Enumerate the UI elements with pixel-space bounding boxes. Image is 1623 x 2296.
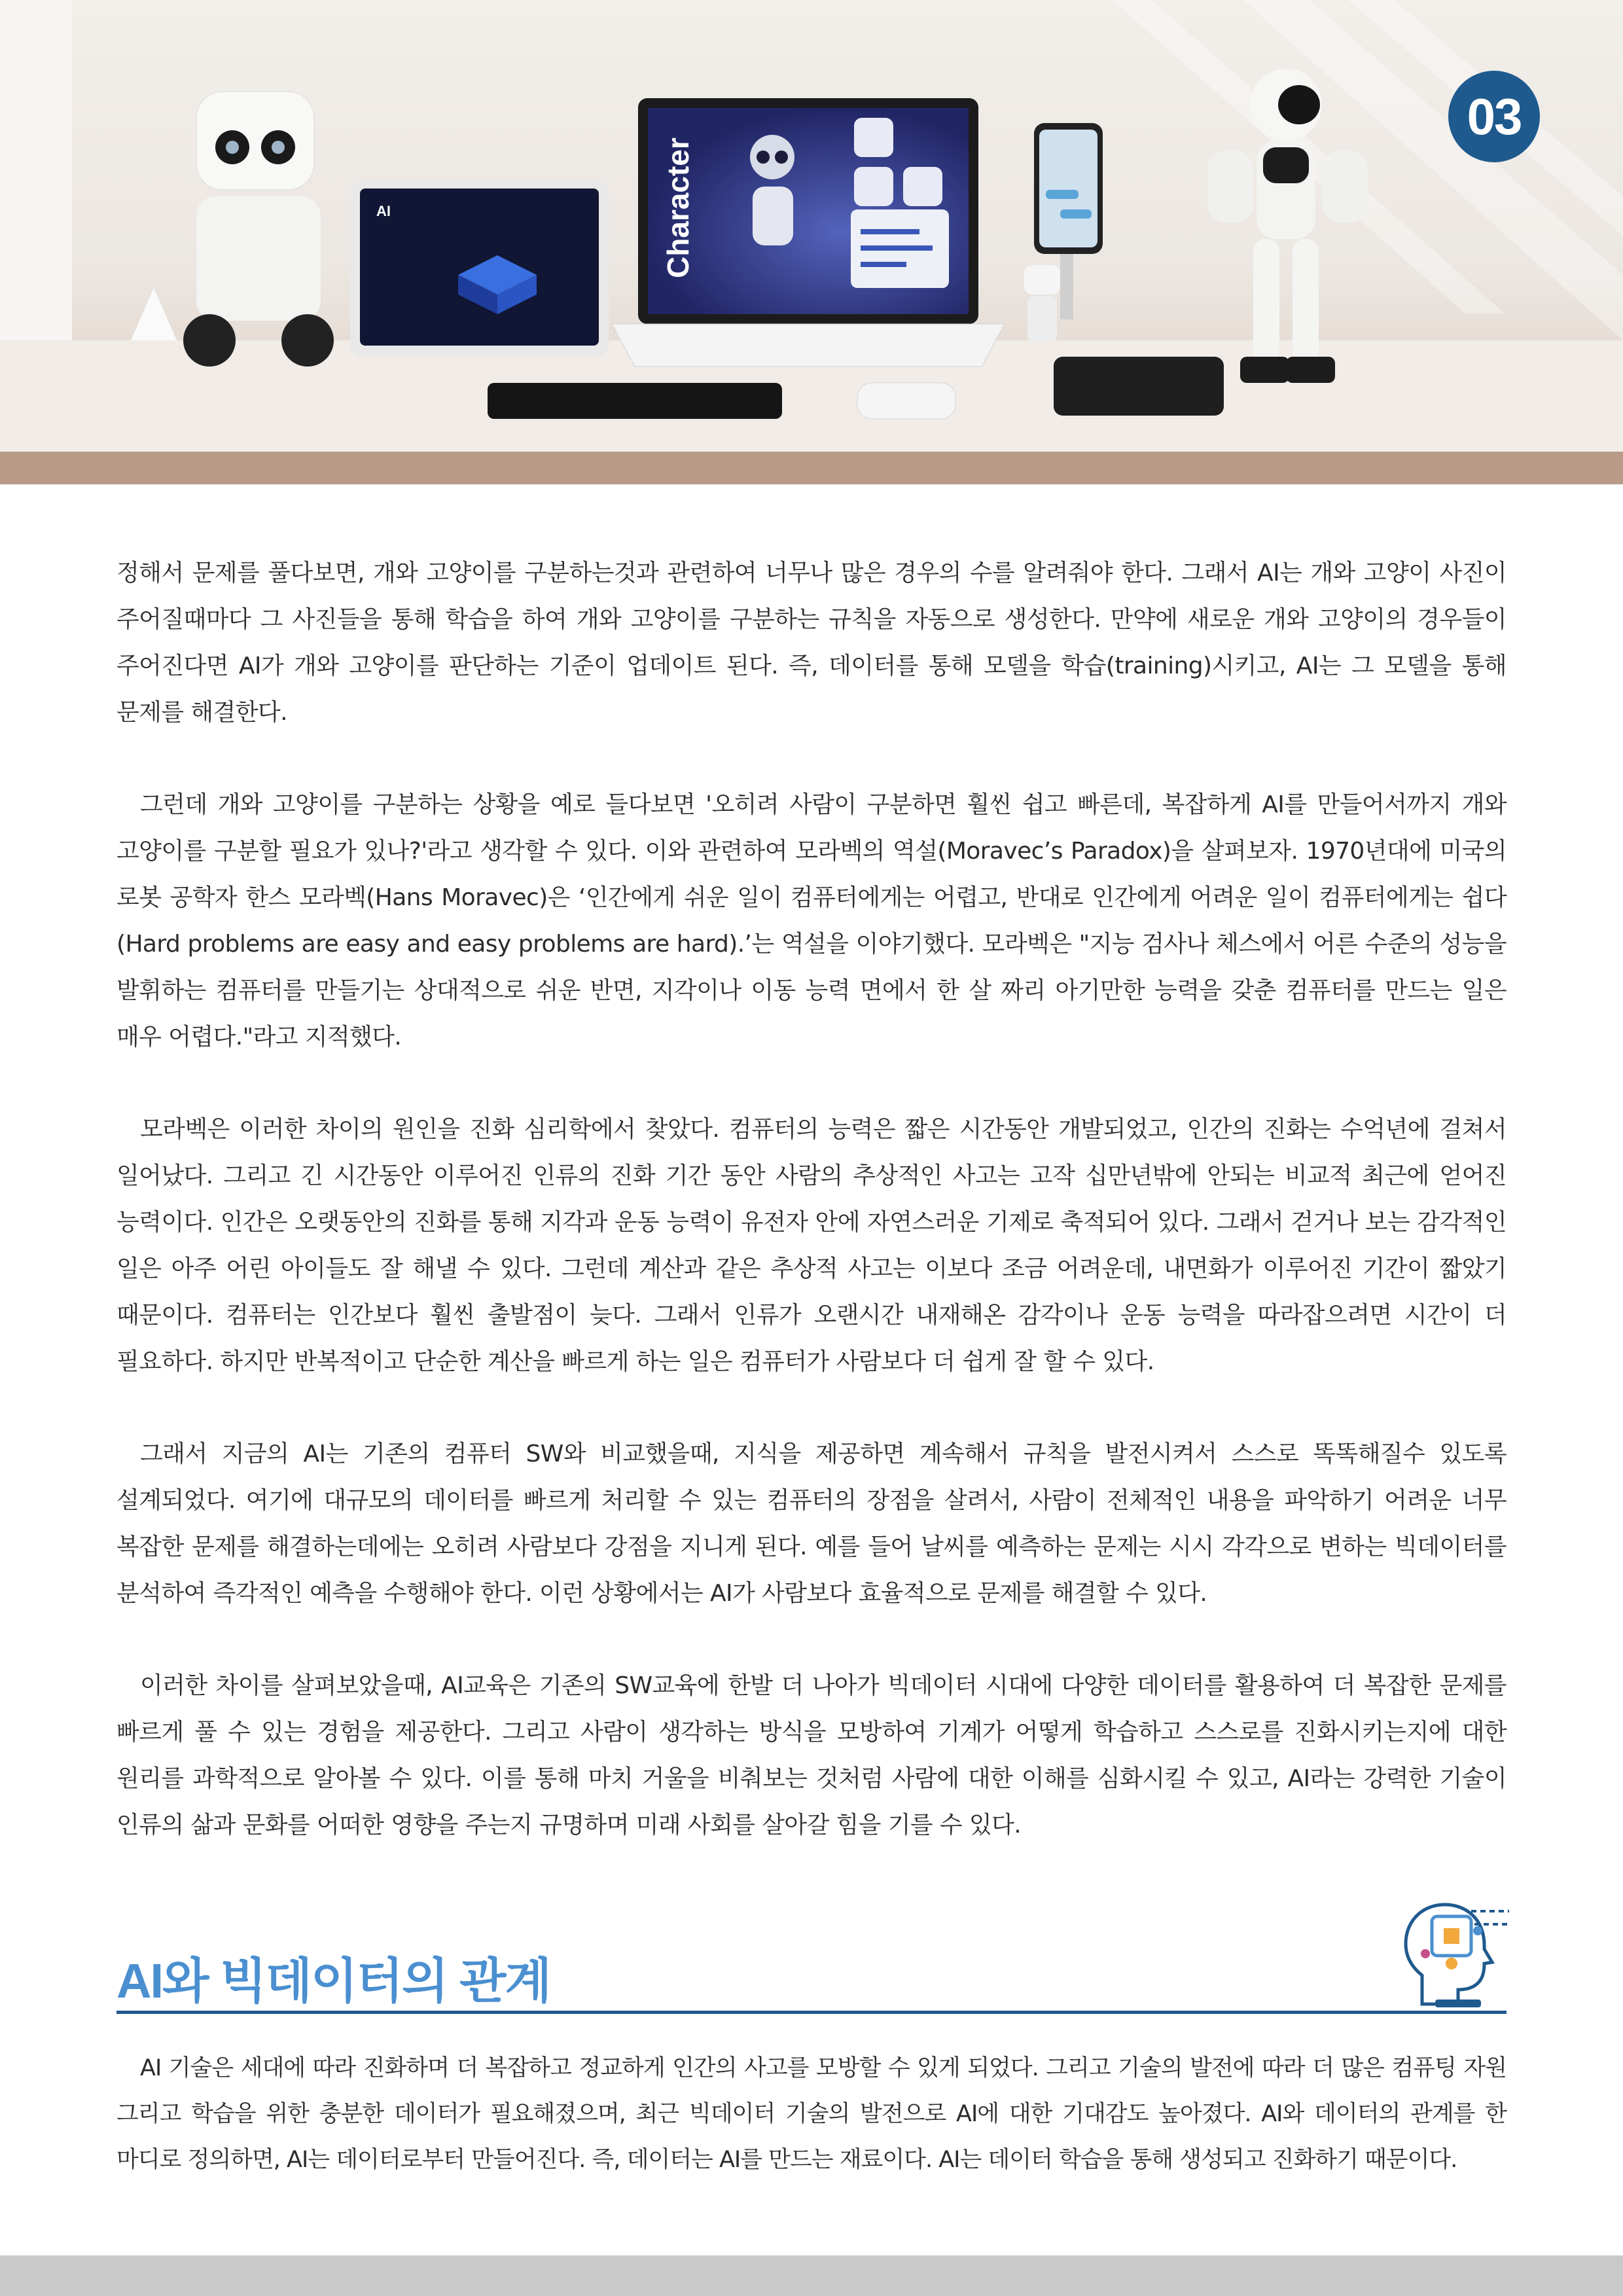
robots-desk-illustration — [0, 0, 1623, 484]
robot-right — [1207, 69, 1368, 383]
section-title: AI와 빅데이터의 관계 — [116, 1954, 550, 2008]
paragraph-3: 모라벡은 이러한 차이의 원인을 진화 심리학에서 찾았다. 컴퓨터의 능력은 짧은 시간동안 개발되었고, 인간의 진화는 수억년에 걸쳐서 일어났다. 그리고 긴 시간동안 이루어진 인류의 진화 기간 동안 사람의 추상적인 사고는 고작 십만년밖에 안되는 비교적 최근에 얻어진 능력이다. 인간은 오랫동안의 진화를 통해 지각과 운동 능력이 유전자 안에 자연스러운 기제로 축적되어 있다. 그래서 걷거나 보는 감각적인 일은 아주 어린 아이들도 잘 해낼 수 있다. 그런데 계산과 같은 추상적 사고는 이보다 조금 어려운데, 내면화가 이루어진 기간이 짧았기 때문이다. 컴퓨터는 인간보다 훨씬 출발점이 늦다. 그래서 인류가 오랜시간 내재해온 감각이나 운동 능력을 따라잡으려면 시간이 더 필요하다. 하지만 반복적이고 단순한 계산을 빠르게 하는 일은 컴퓨터가 사람보다 더 쉽게 잘 할 수 있다. — [116, 1116, 1507, 1375]
section-paragraph: AI 기술은 세대에 따라 진화하며 더 복잡하고 정교하게 인간의 사고를 모방할 수 있게 되었다. 그리고 기술의 발전에 따라 더 많은 컴퓨팅 자원 그리고 학습을 위한 충분한 데이터가 필요해졌으며, 최근 빅데이터 기술의 발전으로 AI에 대한 기대감도 높아졌다. AI와 데이터의 관계를 한 마디로 정의하면, AI는 데이터로부터 만들어진다. 즉, 데이터는 AI를 만드는 재료이다. AI는 데이터 학습을 통해 생성되고 진화하기 때문이다. — [116, 2055, 1507, 2173]
section-divider — [116, 2011, 1507, 2014]
tablet-label: AI — [376, 203, 391, 219]
section-header — [116, 1892, 1507, 2016]
tablet — [350, 180, 609, 357]
ai-head-circuit-icon — [1386, 1892, 1510, 2009]
article-body — [116, 550, 1507, 1894]
robot-small — [1024, 265, 1060, 342]
paragraph-5: 이러한 차이를 살펴보았을때, AI교육은 기존의 SW교육에 한발 더 나아가 빅데이터 시대에 다양한 데이터를 활용하여 더 복잡한 문제를 빠르게 풀 수 있는 경험을 제공한다. 그리고 사람이 생각하는 방식을 모방하여 기계가 어떻게 학습하고 스스로를 진화시키는지에 대한 원리를 과학적으로 알아볼 수 있다. 이를 통해 마치 거울을 비춰보는 것처럼 사람에 대한 이해를 심화시킬 수 있고, AI라는 강력한 기술이 인류의 삶과 문화를 어떠한 영향을 주는지 규명하며 미래 사회를 살아갈 힘을 기를 수 있다. — [116, 1672, 1507, 1839]
paragraph-4: 그래서 지금의 AI는 기존의 컴퓨터 SW와 비교했을때, 지식을 제공하면 계속해서 규칙을 발전시켜서 스스로 똑똑해질수 있도록 설계되었다. 여기에 대규모의 데이터를 빠르게 처리할 수 있는 컴퓨터의 장점을 살려서, 사람이 전체적인 내용을 파악하기 어려운 너무 복잡한 문제를 해결하는데에는 오히려 사람보다 강점을 지니게 된다. 예를 들어 날씨를 예측하는 문제는 시시 각각으로 변하는 빅데이터를 분석하여 즉각적인 예측을 수행해야 한다. 이런 상황에서는 AI가 사람보다 효율적으로 문제를 해결할 수 있다. — [116, 1441, 1507, 1607]
page-number-badge: 03 — [1448, 71, 1540, 162]
hero-photo — [0, 0, 1623, 484]
paragraph-2: 그런데 개와 고양이를 구분하는 상황을 예로 들다보면 '오히려 사람이 구분하면 훨씬 쉽고 빠른데, 복잡하게 AI를 만들어서까지 개와 고양이를 구분할 필요가 있나?'라고 생각할 수 있다. 이와 관련하여 모라벡의 역설(Moravec’s Paradox)을 살펴보자. 1970년대에 미국의 로봇 공학자 한스 모라벡(Hans Moravec)은 ‘인간에게 쉬운 일이 컴퓨터에게는 어렵고, 반대로 인간에게 어려운 일이 컴퓨터에게는 쉽다(Hard problems are easy and easy problems are hard).’는 역설을 이야기했다. 모라벡은 "지능 검사나 체스에서 어른 수준의 성능을 발휘하는 컴퓨터를 만들기는 상대적으로 쉬운 반면, 지각이나 이동 능력 면에서 한 살 짜리 아기만한 능력을 갖춘 컴퓨터를 만드는 일은 매우 어렵다."라고 지적했다. — [116, 791, 1507, 1050]
footer-bar — [0, 2255, 1623, 2296]
laptop-screen-title: Character — [661, 137, 695, 278]
robot-left — [183, 92, 334, 367]
laptop — [612, 98, 1005, 367]
paragraph-1: 정해서 문제를 풀다보면, 개와 고양이를 구분하는것과 관련하여 너무나 많은 경우의 수를 알려줘야 한다. 그래서 AI는 개와 고양이 사진이 주어질때마다 그 사진들을 통해 학습을 하여 개와 고양이를 구분하는 규칙을 자동으로 생성한다. 만약에 새로운 개와 고양이의 경우들이 주어진다면 AI가 개와 고양이를 판단하는 기준이 업데이트 된다. 즉, 데이터를 통해 모델을 학습(training)시키고, AI는 그 모델을 통해 문제를 해결한다. — [116, 560, 1507, 726]
